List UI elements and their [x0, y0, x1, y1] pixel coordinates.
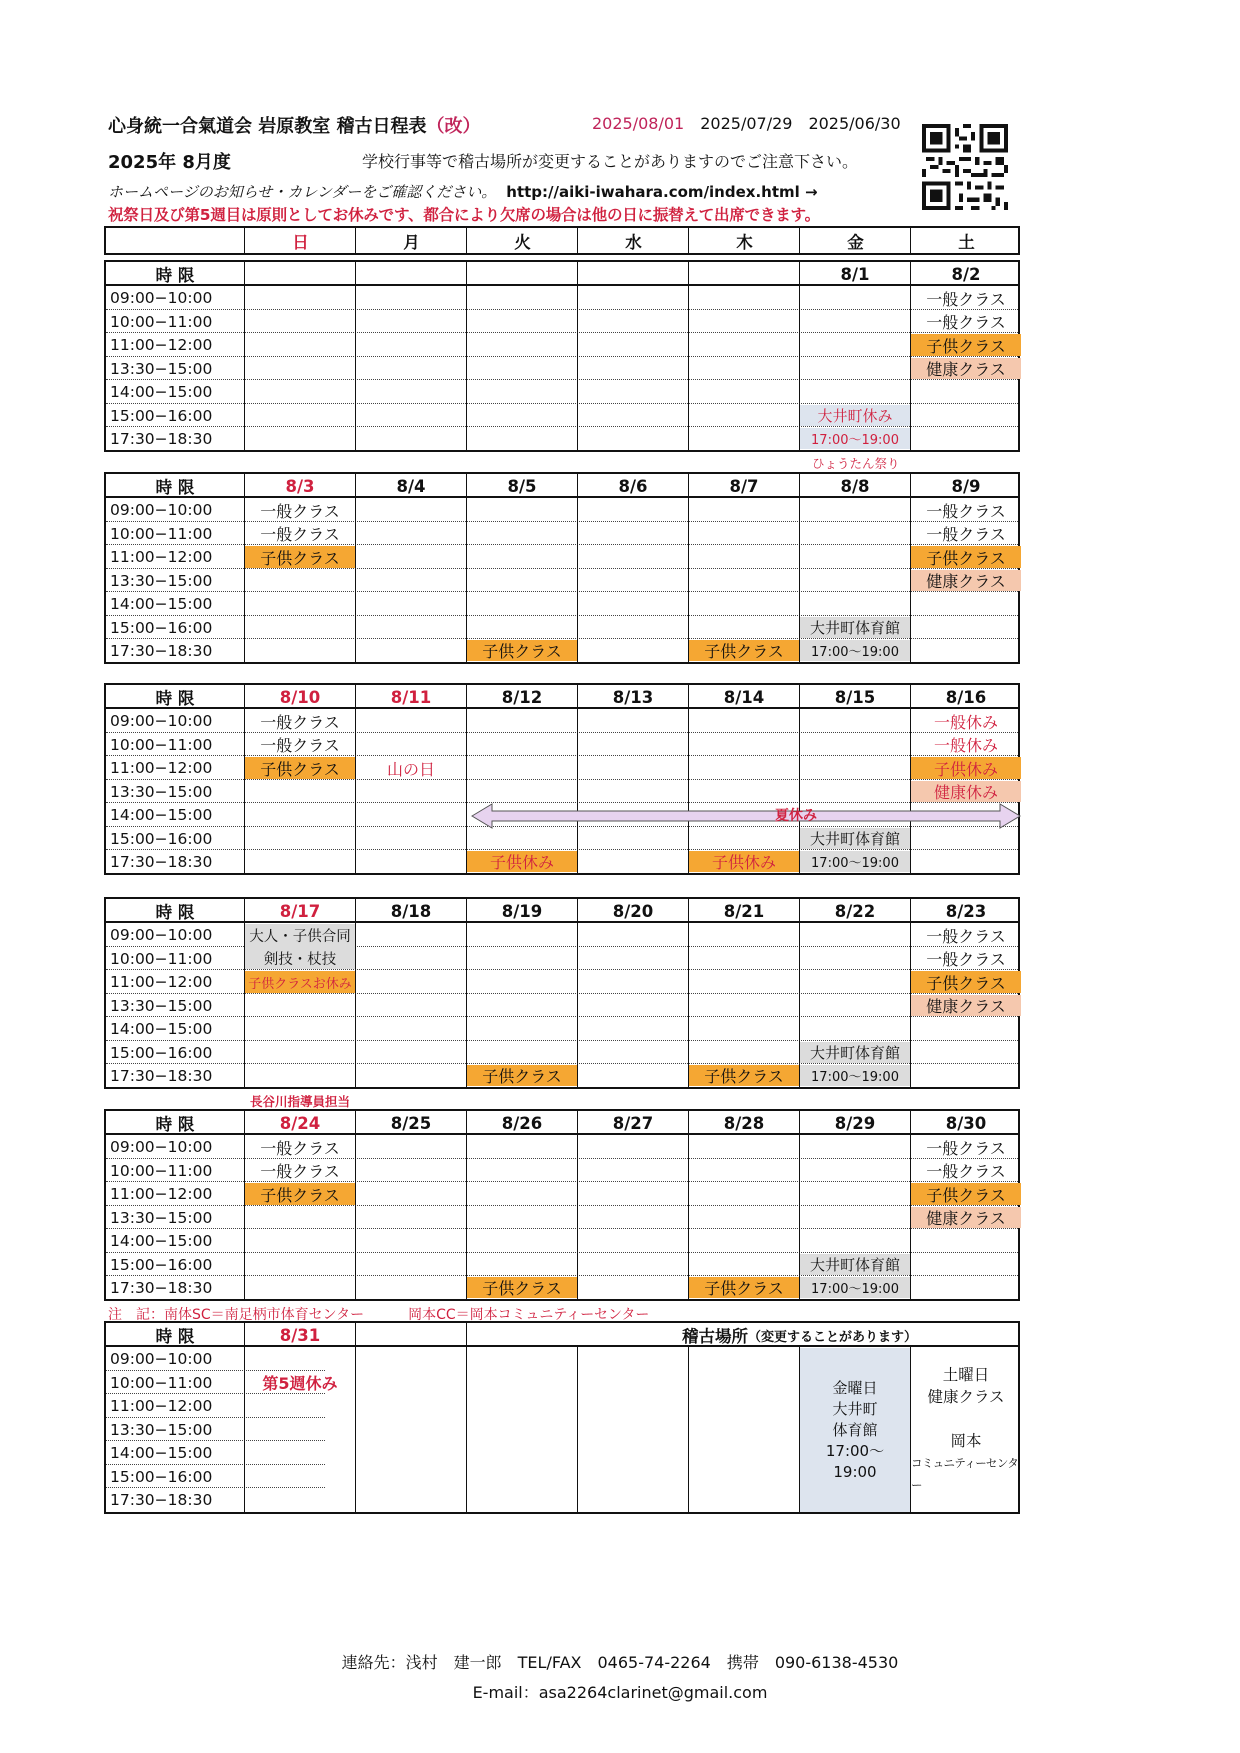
time-slot: 10:00−11:00: [110, 524, 213, 543]
contact-info: 連絡先：浅村 建一郎 TEL/FAX 0465-74-2264 携帯 090-6138-4530: [341, 1653, 899, 1672]
revision-date-3: 2025/06/30: [808, 114, 901, 133]
notice-homepage: ホームページのお知らせ・カレンダーをご確認ください。 http://aiki-iwahara.com/index.html →: [108, 183, 818, 201]
time-slot: 14:00−15:00: [110, 383, 213, 401]
general-class: 一般クラス: [260, 1162, 340, 1181]
notice-change: 学校行事等で稽古場所が変更することがありますのでご注意下さい。: [362, 152, 859, 171]
time-slot: 15:00−16:00: [110, 1255, 213, 1274]
general-class: 一般クラス: [260, 525, 340, 544]
kids-class: 子供クラス: [245, 546, 355, 568]
time-slot: 17:30−18:30: [110, 852, 213, 871]
health-class: 健康クラス: [911, 995, 1021, 1016]
general-class: 一般クラス: [260, 712, 340, 732]
date-cell: 8/12: [501, 687, 543, 707]
time-slot: 17:30−18:30: [110, 641, 213, 660]
time-slot: 17:30−18:30: [110, 1278, 213, 1297]
date-cell: 8/23: [945, 901, 987, 921]
mountain-day: 山の日: [386, 759, 435, 779]
time-slot: 09:00−10:00: [110, 501, 213, 519]
oi-gym: 大井町体育館: [800, 617, 910, 638]
venue-note: 注 記：南体SC＝南足柄市体育センター 岡本CC＝岡本コミュニティーセンター: [108, 1307, 650, 1323]
general-class: 一般クラス: [926, 501, 1006, 521]
time-slot: 15:00−16:00: [110, 1043, 213, 1062]
weekday-sun: 日: [292, 232, 309, 252]
time-slot: 10:00−11:00: [110, 949, 213, 968]
time-header: 時 限: [155, 1327, 195, 1346]
hasegawa-note: 長谷川指導員担当: [250, 1094, 351, 1109]
revision-dates: [592, 114, 901, 133]
kids-class: 子供クラス: [911, 546, 1021, 568]
time-slot: 13:30−15:00: [110, 1208, 213, 1227]
date-cell: 8/22: [834, 901, 876, 921]
weekday-sat: 土: [958, 232, 975, 252]
time-slot: 17:30−18:30: [110, 429, 213, 448]
kids-rest: 子供休み: [467, 851, 577, 872]
time-slot: 13:30−15:00: [110, 1420, 213, 1439]
weekday-thu: 木: [736, 232, 753, 252]
date-cell: 8/7: [729, 476, 759, 496]
time-slot: 11:00−12:00: [110, 1397, 213, 1415]
time-slot: 09:00−10:00: [110, 1138, 213, 1156]
general-class: 一般クラス: [926, 313, 1006, 332]
kids-class: 子供クラス: [467, 1065, 577, 1086]
time-slot: 13:30−15:00: [110, 359, 213, 378]
date-cell: 8/31: [279, 1325, 321, 1345]
general-class: 一般クラス: [260, 501, 340, 521]
page-title: 心身統一合氣道会 岩原教室 稽古日程表（改）: [108, 116, 481, 137]
saturday-place: 土曜日 健康クラス 岡本 コミュニティーセンター: [911, 1366, 1019, 1492]
time-header: 時 限: [155, 903, 195, 922]
week-4-table: [104, 897, 1020, 1089]
qr-code-icon[interactable]: [922, 124, 1008, 210]
date-cell: 8/17: [279, 901, 321, 921]
time-slot: 13:30−15:00: [110, 782, 213, 801]
practice-place-header: [578, 1323, 1021, 1347]
notice-holiday: 祝祭日及び第5週目は原則としてお休みです、都合により欠席の場合は他の日に振替えて出席できます。: [108, 206, 820, 224]
friday-time: 17:00〜19:00: [800, 428, 910, 449]
kids-class: 子供クラス: [689, 1065, 799, 1086]
contact-email[interactable]: E-mail：asa2264clarinet@gmail.com: [472, 1683, 768, 1702]
oi-gym: 大井町体育館: [800, 1042, 910, 1063]
date-cell: 8/15: [834, 687, 876, 707]
friday-time: 17:00〜19:00: [800, 851, 910, 872]
date-cell: 8/8: [840, 476, 870, 496]
week-2-table: [104, 472, 1020, 664]
time-slot: 09:00−10:00: [110, 289, 213, 307]
time-header: 時 限: [155, 1115, 195, 1134]
time-slot: 15:00−16:00: [110, 829, 213, 848]
oi-rest: 大井町休み: [800, 405, 910, 426]
friday-time: 17:00〜19:00: [800, 1277, 910, 1298]
date-cell: 8/19: [501, 901, 543, 921]
time-slot: 15:00−16:00: [110, 1467, 213, 1486]
date-cell: 8/4: [396, 476, 426, 496]
friday-place: 金曜日 大井町 体育館 17:00〜 19:00: [800, 1348, 910, 1512]
joint-class: 大人・子供合同: [245, 924, 355, 947]
time-header: 時 限: [155, 478, 195, 497]
time-slot: 14:00−15:00: [110, 1020, 213, 1038]
kids-class: 子供クラス: [911, 334, 1021, 356]
time-slot: 15:00−16:00: [110, 618, 213, 637]
date-cell: 8/28: [723, 1113, 765, 1133]
date-cell: 8/2: [951, 264, 981, 284]
general-class: 一般クラス: [926, 289, 1006, 309]
date-cell: 8/13: [612, 687, 654, 707]
time-slot: 09:00−10:00: [110, 712, 213, 730]
time-slot: 14:00−15:00: [110, 1444, 213, 1462]
time-slot: 11:00−12:00: [110, 973, 213, 991]
time-slot: 17:30−18:30: [110, 1066, 213, 1085]
friday-time: 17:00〜19:00: [800, 640, 910, 661]
kids-rest: 子供休み: [911, 757, 1021, 779]
health-class: 健康クラス: [911, 570, 1021, 591]
week5-rest: 第5週休み: [262, 1374, 338, 1393]
kids-rest: 子供休み: [689, 851, 799, 872]
date-cell: 8/1: [840, 264, 870, 284]
kids-class-off: 子供クラスお休み: [245, 971, 355, 993]
general-rest: 一般休み: [933, 736, 998, 755]
joint-class-sword: 剣技・杖技: [245, 947, 355, 969]
date-cell: 8/30: [945, 1113, 987, 1133]
month-label: 2025年 8月度: [108, 152, 231, 173]
time-header: 時 限: [155, 689, 195, 708]
health-class: 健康クラス: [911, 1207, 1021, 1228]
time-slot: 13:30−15:00: [110, 996, 213, 1015]
practice-place-title: 稽古場所: [681, 1327, 748, 1346]
general-class: 一般クラス: [260, 736, 340, 755]
date-cell: 8/9: [951, 476, 981, 496]
homepage-url[interactable]: http://aiki-iwahara.com/index.html →: [506, 183, 818, 201]
kids-class: 子供クラス: [689, 640, 799, 661]
date-cell: 8/29: [834, 1113, 876, 1133]
general-class: 一般クラス: [926, 950, 1006, 969]
weekday-fri: 金: [847, 232, 864, 252]
kids-class: 子供クラス: [689, 1277, 799, 1298]
date-cell: 8/20: [612, 901, 654, 921]
time-slot: 09:00−10:00: [110, 1350, 213, 1368]
time-slot: 14:00−15:00: [110, 595, 213, 613]
kids-class: 子供クラス: [911, 1183, 1021, 1205]
weekday-tue: 火: [514, 232, 531, 252]
time-slot: 14:00−15:00: [110, 1232, 213, 1250]
time-slot: 15:00−16:00: [110, 406, 213, 425]
general-rest: 一般休み: [933, 712, 998, 732]
week-1-table: [104, 260, 1020, 452]
kids-class: 子供クラス: [245, 1183, 355, 1205]
date-cell: 8/25: [390, 1113, 432, 1133]
date-cell: 8/14: [723, 687, 765, 707]
revision-mark: （改）: [426, 116, 481, 137]
date-cell: 8/11: [390, 687, 432, 707]
date-cell: 8/27: [612, 1113, 654, 1133]
date-cell: 8/3: [285, 476, 315, 496]
date-cell: 8/5: [507, 476, 537, 496]
general-class: 一般クラス: [926, 926, 1006, 946]
friday-time: 17:00〜19:00: [800, 1065, 910, 1086]
date-cell: 8/6: [618, 476, 648, 496]
week-5-table: [104, 1109, 1020, 1301]
general-class: 一般クラス: [926, 525, 1006, 544]
date-cell: 8/10: [279, 687, 321, 707]
hyoutan-festival: ひょうたん祭り: [812, 456, 900, 471]
weekday-mon: 月: [403, 232, 420, 252]
health-rest: 健康休み: [911, 781, 1021, 802]
time-slot: 14:00−15:00: [110, 806, 213, 824]
kids-class: 子供クラス: [911, 971, 1021, 993]
time-slot: 11:00−12:00: [110, 336, 213, 354]
time-slot: 11:00−12:00: [110, 759, 213, 777]
kids-class: 子供クラス: [245, 757, 355, 779]
time-slot: 10:00−11:00: [110, 735, 213, 754]
kids-class: 子供クラス: [467, 1277, 577, 1298]
date-cell: 8/18: [390, 901, 432, 921]
date-cell: 8/16: [945, 687, 987, 707]
week-3-table: [104, 683, 1020, 875]
time-slot: 13:30−15:00: [110, 571, 213, 590]
practice-place-sub: （変更することがあります）: [747, 1329, 917, 1345]
time-slot: 10:00−11:00: [110, 312, 213, 331]
general-class: 一般クラス: [926, 1162, 1006, 1181]
week-6-table: [104, 1321, 1020, 1514]
date-cell: 8/21: [723, 901, 765, 921]
date-cell: 8/24: [279, 1113, 321, 1133]
oi-gym: 大井町体育館: [800, 1254, 910, 1275]
health-class: 健康クラス: [911, 358, 1021, 379]
date-cell: 8/26: [501, 1113, 543, 1133]
revision-date-2: 2025/07/29: [700, 114, 793, 133]
time-slot: 09:00−10:00: [110, 926, 213, 944]
time-header: 時 限: [155, 266, 195, 285]
weekday-wed: 水: [625, 232, 642, 252]
general-class: 一般クラス: [926, 1138, 1006, 1158]
time-slot: 11:00−12:00: [110, 1185, 213, 1203]
revision-date-latest: 2025/08/01: [592, 114, 685, 133]
time-slot: 10:00−11:00: [110, 1161, 213, 1180]
summer-break-label: 夏休み: [775, 808, 817, 824]
time-slot: 17:30−18:30: [110, 1491, 213, 1509]
time-slot: 10:00−11:00: [110, 1373, 213, 1392]
time-slot: 11:00−12:00: [110, 548, 213, 566]
general-class: 一般クラス: [260, 1138, 340, 1158]
weekday-header: [104, 226, 1020, 255]
oi-gym: 大井町体育館: [800, 828, 910, 849]
kids-class: 子供クラス: [467, 640, 577, 661]
summer-break-arrow: [470, 802, 1022, 830]
